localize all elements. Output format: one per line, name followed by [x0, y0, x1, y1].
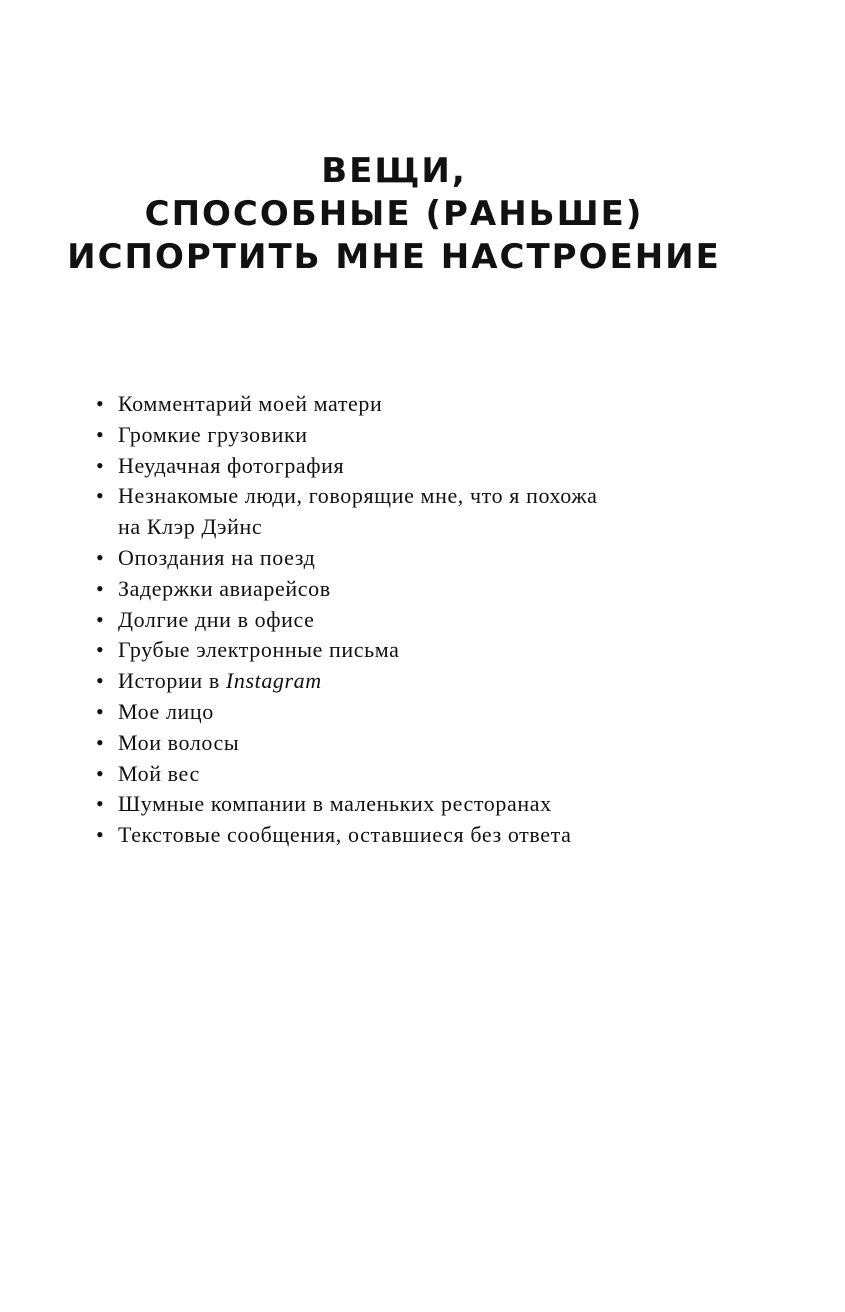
title-line-2: СПОСОБНЫЕ (РАНЬШЕ): [144, 194, 644, 234]
list-item-text: Громкие грузовики: [118, 421, 308, 447]
list-item-text: Незнакомые люди, говорящие мне, что я похожа: [118, 483, 598, 509]
bullet-icon: •: [96, 637, 105, 663]
list-item: [96, 820, 716, 851]
list-item-text: Грубые электронные письма: [118, 637, 400, 663]
bullet-icon: •: [96, 729, 105, 755]
bullet-icon: •: [96, 544, 105, 570]
list-item: [96, 759, 716, 790]
bullet-icon: •: [96, 391, 105, 416]
list-item-text-prefix: Истории в: [118, 668, 226, 694]
list-item-text: Задержки авиарейсов: [118, 575, 331, 601]
bullet-icon: •: [96, 606, 105, 632]
bullet-icon: •: [96, 760, 105, 786]
list-item-text: Шумные компании в маленьких ресторанах: [118, 791, 552, 817]
list-item: [96, 451, 716, 482]
bullet-list: [96, 389, 716, 851]
list-item: [96, 481, 716, 543]
list-item-text: Опоздания на поезд: [118, 544, 316, 570]
list-item-text: Комментарий моей матери: [118, 391, 383, 416]
list-item-text: Долгие дни в офисе: [118, 606, 315, 632]
list-item: [96, 605, 716, 636]
list-item-text: Неудачная фотография: [118, 452, 345, 478]
list-item: [96, 728, 716, 759]
bullet-icon: •: [96, 822, 105, 848]
bullet-icon: •: [96, 668, 105, 694]
list-item: [96, 420, 716, 451]
bullet-icon: •: [96, 421, 105, 447]
list-item-text: Текстовые сообщения, оставшиеся без ответа: [118, 822, 572, 848]
list-item: [96, 666, 716, 697]
list-item-text-continuation: на Клэр Дэйнс: [118, 514, 263, 540]
list-item: [96, 574, 716, 605]
title-line-1: ВЕЩИ,: [321, 151, 467, 191]
bullet-icon: •: [96, 791, 105, 817]
bullet-icon: •: [96, 452, 105, 478]
list-item: [96, 543, 716, 574]
title-line-3: ИСПОРТИТЬ МНЕ НАСТРОЕНИЕ: [67, 237, 721, 277]
bullet-icon: •: [96, 483, 105, 509]
list-item-text: Мои волосы: [118, 729, 240, 755]
list-item: [96, 389, 716, 420]
list-item-text: Мой вес: [118, 760, 200, 786]
list-item: [96, 635, 716, 666]
page-title: [60, 150, 728, 279]
list-item: [96, 789, 716, 820]
bullet-icon: •: [96, 698, 105, 724]
instagram-italic: Instagram: [225, 668, 322, 694]
bullet-icon: •: [96, 575, 105, 601]
list-item-text: Мое лицо: [118, 698, 214, 724]
list-item-text: [118, 668, 322, 693]
list-item: [96, 697, 716, 728]
